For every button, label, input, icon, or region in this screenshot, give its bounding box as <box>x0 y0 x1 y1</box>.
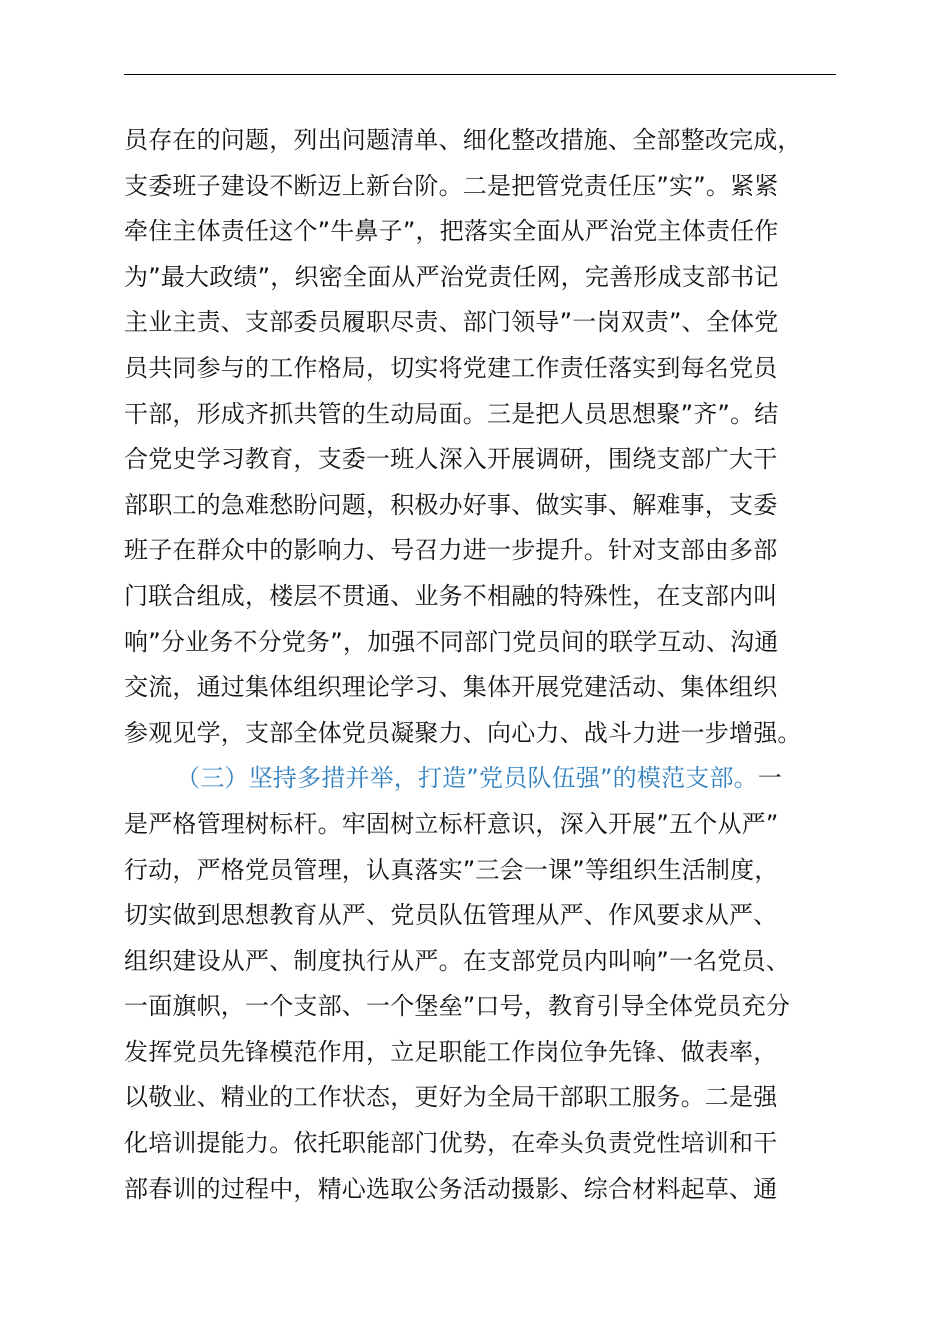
paragraph-2 <box>124 756 836 1212</box>
header-rule <box>124 74 836 75</box>
text-line: 组织建设从严、制度执行从严。在支部党员内叫响”一名党员、 <box>124 946 791 975</box>
paragraph-1 <box>124 118 836 756</box>
document-body <box>124 118 836 1212</box>
text-line: 以敬业、精业的工作状态，更好为全局干部职工服务。二是强 <box>124 1083 778 1112</box>
text-line: 是严格管理树标杆。牢固树立标杆意识，深入开展”五个从严” <box>124 809 779 838</box>
text-line: 部春训的过程中，精心选取公务活动摄影、综合材料起草、通 <box>124 1174 778 1203</box>
text-line: 一面旗帜，一个支部、一个堡垒”口号，教育引导全体党员充分 <box>124 992 791 1021</box>
text-line: 员存在的问题，列出问题清单、细化整改措施、全部整改完成， <box>124 126 802 154</box>
text-line: 切实做到思想教育从严、党员队伍管理从严、作风要求从严、 <box>124 901 778 930</box>
heading-trailing-text: 一 <box>757 764 783 793</box>
section-heading-line <box>124 756 836 802</box>
text-line: 化培训提能力。依托职能部门优势，在牵头负责党性培训和干 <box>124 1129 778 1158</box>
text-line: 合党史学习教育，支委一班人深入开展调研，围绕支部广大干 <box>124 445 778 474</box>
text-line: 为”最大政绩”，织密全面从严治党责任网，完善形成支部书记 <box>124 262 779 291</box>
text-line: 主业主责、支部委员履职尽责、部门领导”一岗双责”、全体党 <box>124 308 779 337</box>
text-line: 参观见学，支部全体党员凝聚力、向心力、战斗力进一步增强。 <box>124 718 802 747</box>
text-line: 员共同参与的工作格局，切实将党建工作责任落实到每名党员 <box>124 353 778 382</box>
text-line: 干部，形成齐抓共管的生动局面。三是把人员思想聚”齐”。结 <box>124 399 779 428</box>
text-line: 支委班子建设不断迈上新台阶。二是把管党责任压”实”。紧紧 <box>124 171 779 200</box>
text-line: 发挥党员先锋模范作用，立足职能工作岗位争先锋、做表率， <box>124 1037 778 1066</box>
text-line: 行动，严格党员管理，认真落实”三会一课”等组织生活制度， <box>124 855 779 884</box>
text-line: 牵住主体责任这个”牛鼻子”，把落实全面从严治党主体责任作 <box>124 217 779 246</box>
text-line: 部职工的急难愁盼问题，积极办好事、做实事、解难事，支委 <box>124 490 778 519</box>
text-line: 班子在群众中的影响力、号召力进一步提升。针对支部由多部 <box>124 536 778 565</box>
section-heading: （三）坚持多措并举，打造”党员队伍强”的模范支部。 <box>176 764 758 793</box>
text-line: 响”分业务不分党务”，加强不同部门党员间的联学互动、沟通 <box>124 627 779 656</box>
text-line: 交流，通过集体组织理论学习、集体开展党建活动、集体组织 <box>124 673 778 702</box>
text-line: 门联合组成，楼层不贯通、业务不相融的特殊性，在支部内叫 <box>124 581 778 610</box>
